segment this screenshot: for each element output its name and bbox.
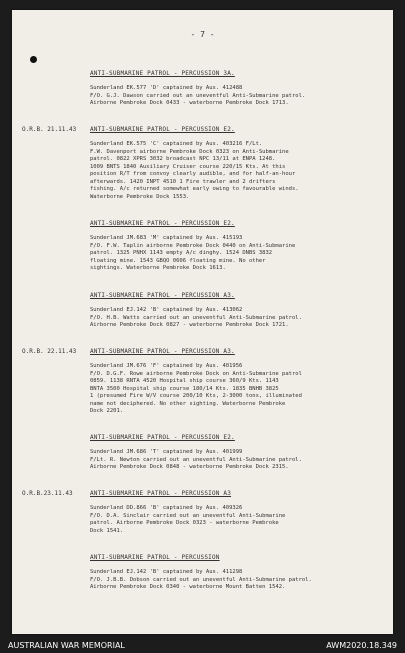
entry-date: O.R.B. 21.11.43 [22, 126, 77, 133]
entry-line: F/O. H.B. Watts carried out an uneventful Anti-Submarine patrol. [90, 314, 302, 321]
entry-line: fishing. A/c returned somewhat early owing to favourable winds. [90, 186, 299, 192]
entry-date: O.R.B. 22.11.43 [22, 348, 77, 355]
entry-body [90, 235, 380, 273]
entry-line: F/Lt. R. Newton carried out an uneventful Anti-Submarine patrol. [90, 456, 302, 463]
entry-line: Sunderland JM.686 'T' captained by Aus. 401999 [90, 449, 243, 455]
entry-body [90, 505, 380, 535]
entry-line: F/O. D.G.F. Rowe airborne Pembroke Dock on Anti-Submarine patrol [90, 370, 302, 377]
entry-body [90, 307, 380, 330]
entry-line: F/O. F.W. Taplin airborne Pembroke Dock 0440 on Anti-Submarine [90, 242, 296, 249]
page-number: - 7 - [190, 30, 215, 39]
entry-line: position R/T from convoy clearly audible, and for half-an-hour [90, 171, 296, 177]
entry-line: F/O. G.J. Dawson carried out an uneventful Anti-Submarine patrol. [90, 92, 306, 99]
entry-line: Waterborne Pembroke Dock 1553. [90, 193, 190, 200]
entry-line: Sunderland EJ.142 'B' captained by Aus. 411298 [90, 569, 243, 575]
entry-heading: ANTI-SUBMARINE PATROL - PERCUSSION A3. [90, 348, 235, 355]
entry-line: Sunderland EK.575 'C' captained by Aus. 403216 F/Lt. [90, 141, 263, 147]
entry-heading: ANTI-SUBMARINE PATROL - PERCUSSION E2. [90, 434, 235, 441]
entry-line: Airborne Pembroke Dock 0848 - waterborne Pembroke Dock 2315. [90, 464, 289, 470]
archive-reference: AWM2020.18.349 [326, 640, 397, 650]
entry-line: Airborne Pembroke Dock 0433 - waterborne Pembroke Dock 1713. [90, 100, 289, 106]
entry-line: Dock 1541. [90, 527, 124, 534]
entry-line: F/O. J.B.B. Dobson carried out an uneventful Anti-Submarine patrol. [90, 576, 312, 583]
entry-body [90, 569, 380, 592]
entry-line: F/O. D.A. Sinclair carried out an uneventful Anti-Submarine [90, 512, 286, 519]
entry-line: Sunderland JM.676 'F' captained by Aus. 401956 [90, 363, 243, 369]
entry-heading: ANTI-SUBMARINE PATROL - PERCUSSION E2. [90, 126, 235, 133]
entry-line: Sunderland JM.683 'M' captained by Aus. 415193 [90, 235, 243, 241]
entry-line: patrol. 0822 XPRS 3032 broadcast NPC 13/11 at ENPA 1248. [90, 156, 276, 162]
entry-line: Sunderland EJ.142 'B' captained by Aus. 413062 [90, 307, 243, 313]
entry-line: afterwards. 1420 INPT 4510 1 Fire trawler and 2 drifters [90, 178, 276, 185]
entry-heading: ANTI-SUBMARINE PATROL - PERCUSSION [90, 554, 220, 561]
entry-heading: ANTI-SUBMARINE PATROL - PERCUSSION 3A. [90, 70, 235, 77]
entry-line: Airborne Pembroke Dock 0827 - waterborne Pembroke Dock 1721. [90, 322, 289, 328]
entry-line: patrol. Airborne Pembroke Dock 0323 - waterborne Pembroke [90, 520, 279, 526]
entry-body [90, 449, 380, 472]
entry-line: BNTA 3500 Hospital ship course 180/14 Kts. 1835 BNHB 3825 [90, 385, 279, 392]
source-credit: AUSTRALIAN WAR MEMORIAL [8, 640, 125, 650]
entry-line: 1 (presumed Fire W/V course 200/10 Kts, 2-3000 tons, illuminated [90, 393, 302, 399]
entry-body [90, 141, 380, 201]
entry-line: floating mine. 1543 GBQO 0606 floating mine. No other [90, 257, 266, 264]
entry-line: 0859. 1138 RNTA 4520 Hospital ship course 360/9 Kts. 1143 [90, 378, 279, 384]
entry-heading: ANTI-SUBMARINE PATROL - PERCUSSION E2. [90, 220, 235, 227]
entry-line: patrol. 1325 PNHX 1143 empty A/c dinghy. 1524 DNBS 3832 [90, 250, 273, 256]
entry-heading: ANTI-SUBMARINE PATROL - PERCUSSION A3 [90, 490, 232, 497]
entry-line: Sunderland EK.577 'D' captained by Aus. 412488 [90, 85, 243, 91]
entry-body [90, 363, 380, 416]
archive-footer [0, 637, 405, 653]
entry-body [90, 85, 380, 108]
entry-line: name not deciphered. No other sighting. Waterborne Pembroke [90, 400, 286, 407]
entry-line: Sunderland DD.866 'B' captained by Aus. 409326 [90, 505, 243, 511]
entry-date: O.R.B.23.11.43 [22, 490, 73, 497]
entry-line: 1009 BNTS 1840 Auxiliary Cruiser course 220/15 Kts. At this [90, 163, 286, 170]
entry-heading: ANTI-SUBMARINE PATROL - PERCUSSION A3. [90, 292, 235, 299]
entry-line: F.W. Davenport airborne Pembroke Dock 0323 on Anti-Submarine [90, 148, 289, 155]
punch-hole [30, 56, 37, 63]
entry-line: Airborne Pembroke Dock 0340 - waterborne Mount Batten 1542. [90, 584, 286, 590]
entry-line: sightings. Waterborne Pembroke Dock 1613. [90, 265, 226, 271]
document-page [12, 10, 393, 634]
entry-line: Dock 2201. [90, 408, 124, 414]
